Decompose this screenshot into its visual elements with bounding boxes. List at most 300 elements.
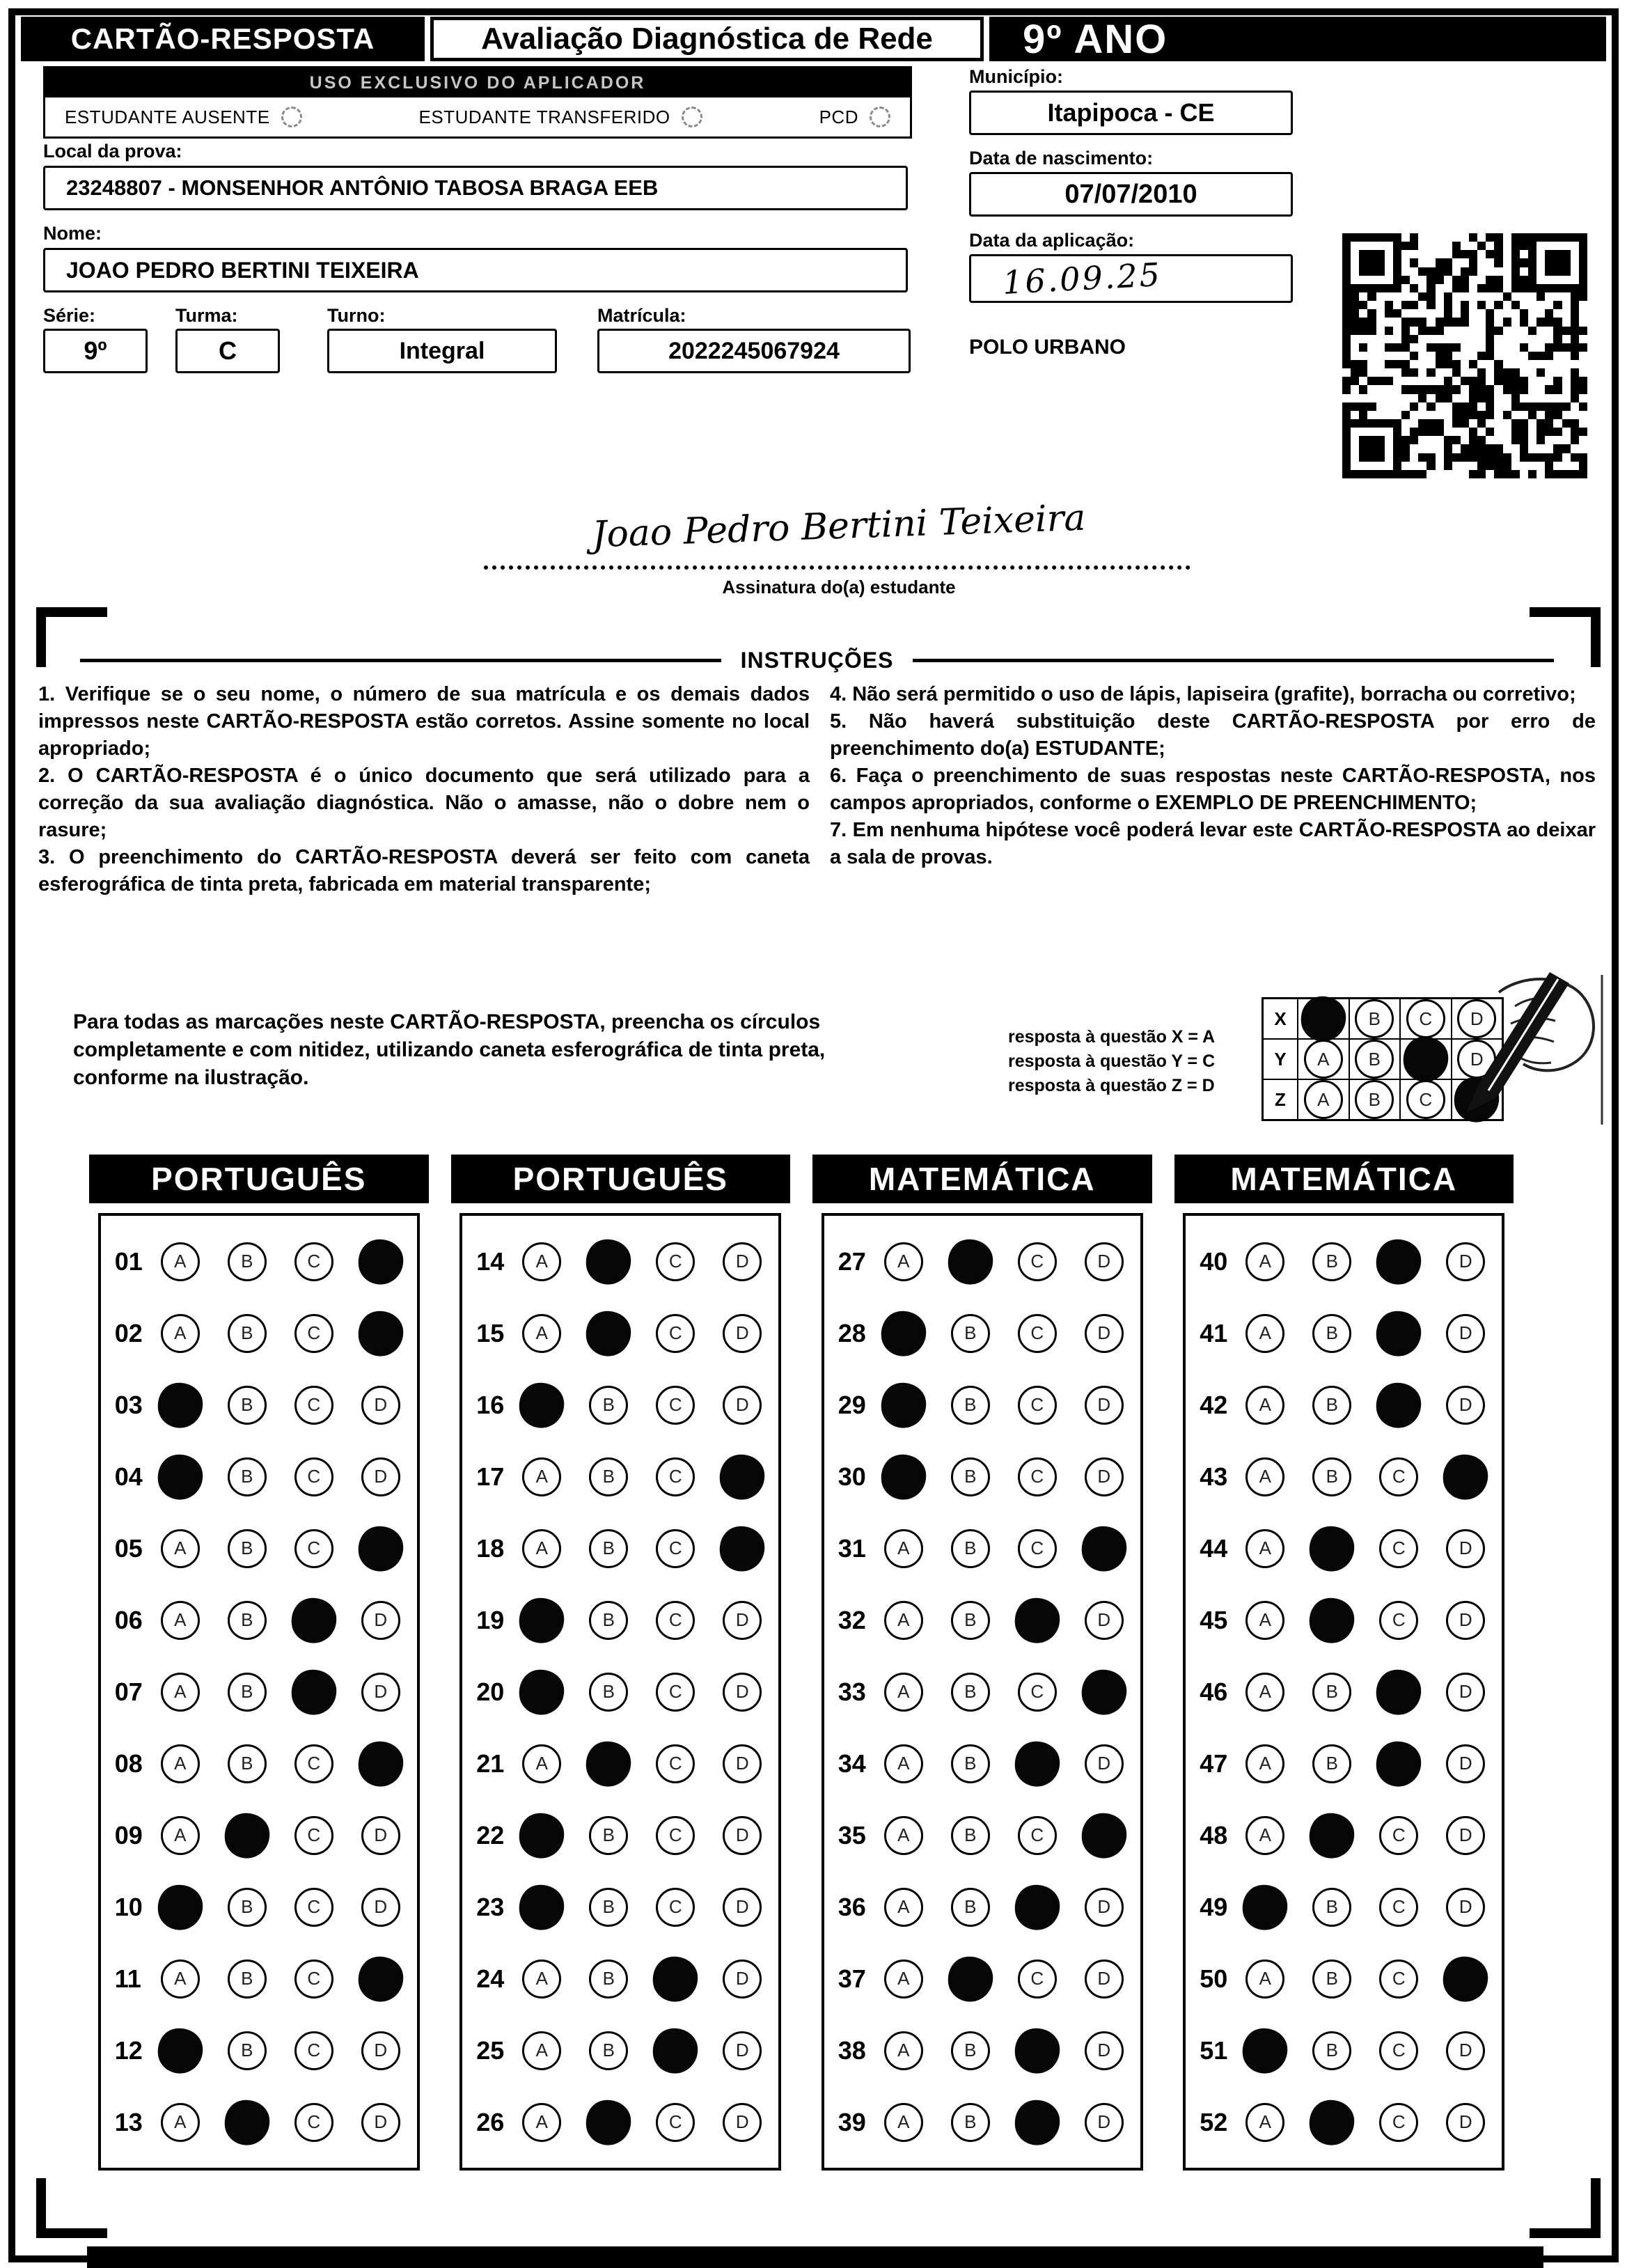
answer-bubble-13-A[interactable]: A xyxy=(161,2103,200,2142)
answer-bubble-14-A[interactable]: A xyxy=(522,1242,561,1281)
instruction-item: 4. Não será permitido o uso de lápis, lapiseira (grafite), borracha ou corretivo; xyxy=(830,683,1576,705)
example-labels xyxy=(1008,1025,1215,1098)
aplicacao-label: Data da aplicação: xyxy=(969,230,1135,251)
answer-bubble-34-A[interactable]: A xyxy=(884,1744,923,1783)
answer-bubble-21-D[interactable]: D xyxy=(723,1744,762,1783)
answer-bubble-18-D[interactable] xyxy=(717,1523,768,1574)
answer-bubble-52-A[interactable]: A xyxy=(1245,2103,1284,2142)
instructions-column-right xyxy=(830,681,1596,871)
question-row xyxy=(115,2015,413,2086)
municipio-label: Município: xyxy=(969,66,1063,87)
answer-bubble-45-A[interactable]: A xyxy=(1245,1601,1284,1640)
answer-bubble-11-A[interactable]: A xyxy=(161,1960,200,1999)
answer-bubble-11-B[interactable]: B xyxy=(228,1960,267,1999)
question-bubbles xyxy=(522,1888,762,1927)
answer-bubble-37-A[interactable]: A xyxy=(884,1960,923,1999)
answer-bubble-04-D[interactable]: D xyxy=(361,1457,400,1496)
turno-value-box xyxy=(327,329,557,373)
answer-bubble-10-C[interactable]: C xyxy=(294,1888,333,1927)
answer-bubble-18-C[interactable]: C xyxy=(656,1529,695,1568)
answer-bubble-16-B[interactable]: B xyxy=(589,1386,628,1425)
instructions-heading xyxy=(80,648,1554,673)
answer-bubble-19-D[interactable]: D xyxy=(723,1601,762,1640)
answer-bubble-30-A[interactable] xyxy=(878,1451,929,1502)
answer-bubble-10-D[interactable]: D xyxy=(361,1888,400,1927)
answer-bubble-38-B[interactable]: B xyxy=(951,2031,990,2070)
answer-bubble-48-C[interactable]: C xyxy=(1379,1816,1418,1855)
answer-bubble-31-D[interactable] xyxy=(1078,1523,1129,1574)
answer-bubble-19-A[interactable] xyxy=(517,1595,567,1645)
answer-bubble-46-C[interactable] xyxy=(1374,1666,1424,1717)
answer-bubble-29-D[interactable]: D xyxy=(1085,1386,1124,1425)
answer-bubble-44-B[interactable] xyxy=(1307,1523,1358,1574)
hand-pencil-illustration xyxy=(1433,968,1607,1132)
question-number: 45 xyxy=(1200,1605,1228,1634)
answer-bubble-04-C[interactable]: C xyxy=(294,1457,333,1496)
answer-bubble-50-A[interactable]: A xyxy=(1245,1960,1284,1999)
question-number: 35 xyxy=(838,1820,866,1849)
answer-bubble-25-B[interactable]: B xyxy=(589,2031,628,2070)
answer-bubble-31-A[interactable]: A xyxy=(884,1529,923,1568)
answer-bubble-39-B[interactable]: B xyxy=(951,2103,990,2142)
student-signature-script: Joao Pedro Bertini Teixeira xyxy=(591,496,1087,556)
answer-bubble-35-B[interactable]: B xyxy=(951,1816,990,1855)
question-bubbles xyxy=(884,1816,1124,1855)
answer-bubble-15-D[interactable]: D xyxy=(723,1314,762,1353)
answer-bubble-17-B[interactable]: B xyxy=(589,1457,628,1496)
answer-bubble-47-D[interactable]: D xyxy=(1446,1744,1485,1783)
answer-bubble-27-A[interactable]: A xyxy=(884,1242,923,1281)
answer-bubble-36-A[interactable]: A xyxy=(884,1888,923,1927)
question-row xyxy=(838,1799,1136,1871)
answer-bubble-07-C[interactable] xyxy=(288,1666,339,1717)
question-number: 44 xyxy=(1200,1533,1228,1563)
answer-bubble-02-D[interactable] xyxy=(355,1308,406,1359)
answer-bubble-48-A[interactable]: A xyxy=(1245,1816,1284,1855)
answer-bubble-03-C[interactable]: C xyxy=(294,1386,333,1425)
card-title: CARTÃO-RESPOSTA xyxy=(21,17,425,61)
applicator-option-circle[interactable] xyxy=(870,107,890,127)
answer-bubble-28-D[interactable]: D xyxy=(1085,1314,1124,1353)
answer-bubble-44-A[interactable]: A xyxy=(1245,1529,1284,1568)
answer-bubble-38-C[interactable] xyxy=(1012,2025,1062,2076)
applicator-option-circle[interactable] xyxy=(682,107,702,127)
question-bubbles xyxy=(522,1314,762,1353)
answer-bubble-30-B[interactable]: B xyxy=(951,1457,990,1496)
answer-bubble-45-B[interactable] xyxy=(1307,1595,1358,1645)
question-number: 24 xyxy=(476,1964,505,1993)
answer-bubble-47-C[interactable] xyxy=(1374,1738,1424,1789)
answer-bubble-05-A[interactable]: A xyxy=(161,1529,200,1568)
question-bubbles xyxy=(161,1888,400,1927)
answer-bubble-04-A[interactable] xyxy=(155,1451,205,1502)
question-number: 05 xyxy=(114,1533,143,1563)
question-row xyxy=(476,1297,774,1369)
answer-bubble-39-A[interactable]: A xyxy=(884,2103,923,2142)
question-row xyxy=(115,1871,413,1943)
answer-bubble-22-A[interactable] xyxy=(517,1810,567,1861)
question-bubbles xyxy=(884,1242,1124,1281)
answer-bubble-29-C[interactable]: C xyxy=(1018,1386,1057,1425)
answer-bubble-26-A[interactable]: A xyxy=(522,2103,561,2142)
answer-bubble-02-A[interactable]: A xyxy=(161,1314,200,1353)
answer-bubble-23-C[interactable]: C xyxy=(656,1888,695,1927)
answer-bubble-24-D[interactable]: D xyxy=(723,1960,762,1999)
answer-bubble-40-A[interactable]: A xyxy=(1245,1242,1284,1281)
answer-bubble-13-D[interactable]: D xyxy=(361,2103,400,2142)
answer-column-1 xyxy=(89,1155,429,2171)
question-bubbles xyxy=(522,2103,762,2142)
answer-bubble-50-D[interactable] xyxy=(1440,1953,1491,2004)
answer-bubble-23-A[interactable] xyxy=(517,1882,567,1932)
answer-bubble-16-C[interactable]: C xyxy=(656,1386,695,1425)
answer-bubble-36-C[interactable] xyxy=(1012,1882,1062,1932)
question-number: 22 xyxy=(476,1820,505,1849)
answer-bubble-47-A[interactable]: A xyxy=(1245,1744,1284,1783)
example-answer-label: resposta à questão Y = C xyxy=(1008,1051,1216,1071)
example-cell xyxy=(1349,999,1400,1038)
answer-bubble-27-D[interactable]: D xyxy=(1085,1242,1124,1281)
question-bubbles xyxy=(161,1673,400,1712)
answer-bubble-39-C[interactable] xyxy=(1012,2097,1062,2148)
answer-bubble-46-D[interactable]: D xyxy=(1446,1673,1485,1712)
answer-bubble-44-D[interactable]: D xyxy=(1446,1529,1485,1568)
answer-bubble-49-C[interactable]: C xyxy=(1379,1888,1418,1927)
question-row xyxy=(1200,1512,1498,1584)
example-cell xyxy=(1349,1080,1400,1119)
question-number: 10 xyxy=(114,1892,143,1921)
example-row-id: Z xyxy=(1275,1088,1286,1110)
answer-bubble-26-D[interactable]: D xyxy=(723,2103,762,2142)
answer-bubble-33-B[interactable]: B xyxy=(951,1673,990,1712)
question-row xyxy=(115,2086,413,2158)
answer-bubble-20-B[interactable]: B xyxy=(589,1673,628,1712)
answer-bubble-07-D[interactable]: D xyxy=(361,1673,400,1712)
example-bubble-Z-B: B xyxy=(1355,1080,1394,1119)
answer-bubble-09-C[interactable]: C xyxy=(294,1816,333,1855)
answer-bubble-06-A[interactable]: A xyxy=(161,1601,200,1640)
answer-bubble-15-A[interactable]: A xyxy=(522,1314,561,1353)
answer-bubble-05-D[interactable] xyxy=(355,1523,406,1574)
answer-bubble-37-D[interactable]: D xyxy=(1085,1960,1124,1999)
question-bubbles xyxy=(161,1816,400,1855)
applicator-section xyxy=(43,66,912,139)
answer-bubble-05-B[interactable]: B xyxy=(228,1529,267,1568)
answer-bubble-03-B[interactable]: B xyxy=(228,1386,267,1425)
answer-bubble-05-C[interactable]: C xyxy=(294,1529,333,1568)
answer-bubble-49-A[interactable] xyxy=(1240,1882,1291,1932)
question-number: 13 xyxy=(114,2107,143,2136)
answer-bubble-42-B[interactable]: B xyxy=(1312,1386,1351,1425)
question-number: 17 xyxy=(476,1462,505,1491)
answer-bubble-11-C[interactable]: C xyxy=(294,1960,333,1999)
answer-bubble-42-D[interactable]: D xyxy=(1446,1386,1485,1425)
example-bubble-Z-A: A xyxy=(1304,1080,1343,1119)
answer-bubble-06-B[interactable]: B xyxy=(228,1601,267,1640)
question-bubbles xyxy=(1245,1386,1485,1425)
answer-bubble-31-C[interactable]: C xyxy=(1018,1529,1057,1568)
question-bubbles xyxy=(161,1457,400,1496)
answer-bubble-44-C[interactable]: C xyxy=(1379,1529,1418,1568)
answer-bubble-21-B[interactable] xyxy=(583,1738,634,1789)
answer-bubble-51-C[interactable]: C xyxy=(1379,2031,1418,2070)
answer-bubble-51-B[interactable]: B xyxy=(1312,2031,1351,2070)
answer-grid xyxy=(1183,1213,1504,2171)
signature-dotted-line[interactable] xyxy=(484,565,1190,570)
applicator-option-label: PCD xyxy=(819,106,858,127)
answer-bubble-41-A[interactable]: A xyxy=(1245,1314,1284,1353)
polo-label: POLO URBANO xyxy=(969,336,1126,359)
answer-bubble-15-C[interactable]: C xyxy=(656,1314,695,1353)
question-row xyxy=(1200,2086,1498,2158)
answer-bubble-32-D[interactable]: D xyxy=(1085,1601,1124,1640)
answer-bubble-29-B[interactable]: B xyxy=(951,1386,990,1425)
answer-bubble-20-D[interactable]: D xyxy=(723,1673,762,1712)
question-row xyxy=(476,2086,774,2158)
answer-bubble-16-D[interactable]: D xyxy=(723,1386,762,1425)
answer-bubble-21-C[interactable]: C xyxy=(656,1744,695,1783)
example-answer-label: resposta à questão Z = D xyxy=(1008,1076,1215,1095)
answer-bubble-17-C[interactable]: C xyxy=(656,1457,695,1496)
answer-bubble-38-A[interactable]: A xyxy=(884,2031,923,2070)
applicator-option-circle[interactable] xyxy=(281,107,302,127)
question-bubbles xyxy=(1245,1601,1485,1640)
question-number: 27 xyxy=(838,1246,866,1276)
answer-bubble-06-C[interactable] xyxy=(288,1595,339,1645)
answer-bubble-36-B[interactable]: B xyxy=(951,1888,990,1927)
answer-bubble-48-D[interactable]: D xyxy=(1446,1816,1485,1855)
answer-bubble-39-D[interactable]: D xyxy=(1085,2103,1124,2142)
answer-bubble-07-B[interactable]: B xyxy=(228,1673,267,1712)
answer-bubble-12-C[interactable]: C xyxy=(294,2031,333,2070)
fill-instruction-note: Para todas as marcações neste CARTÃO-RESPOSTA, preencha os círculos completamente e com nitidez, utilizando caneta esferográfica de tinta preta, conforme na ilustração. xyxy=(73,1010,826,1089)
answer-bubble-23-B[interactable]: B xyxy=(589,1888,628,1927)
answer-bubble-11-D[interactable] xyxy=(355,1953,406,2004)
answer-bubble-28-B[interactable]: B xyxy=(951,1314,990,1353)
answer-bubble-23-D[interactable]: D xyxy=(723,1888,762,1927)
answer-bubble-37-C[interactable]: C xyxy=(1018,1960,1057,1999)
answer-bubble-52-B[interactable] xyxy=(1307,2097,1358,2148)
answer-bubble-13-C[interactable]: C xyxy=(294,2103,333,2142)
answer-bubble-01-C[interactable]: C xyxy=(294,1242,333,1281)
answer-bubble-30-D[interactable]: D xyxy=(1085,1457,1124,1496)
answer-bubble-27-B[interactable] xyxy=(945,1236,996,1287)
answer-bubble-14-C[interactable]: C xyxy=(656,1242,695,1281)
answer-bubble-24-C[interactable] xyxy=(650,1953,701,2004)
answer-bubble-28-C[interactable]: C xyxy=(1018,1314,1057,1353)
answer-bubble-34-C[interactable] xyxy=(1012,1738,1062,1789)
answer-bubble-50-C[interactable]: C xyxy=(1379,1960,1418,1999)
answer-column-title: PORTUGUÊS xyxy=(451,1155,791,1203)
answer-bubble-03-D[interactable]: D xyxy=(361,1386,400,1425)
question-number: 39 xyxy=(838,2107,866,2136)
answer-bubble-40-D[interactable]: D xyxy=(1446,1242,1485,1281)
answer-bubble-48-B[interactable] xyxy=(1307,1810,1358,1861)
answer-bubble-18-B[interactable]: B xyxy=(589,1529,628,1568)
answer-bubble-28-A[interactable] xyxy=(878,1308,929,1359)
answer-bubble-40-C[interactable] xyxy=(1374,1236,1424,1287)
answer-bubble-01-A[interactable]: A xyxy=(161,1242,200,1281)
answer-bubble-12-B[interactable]: B xyxy=(228,2031,267,2070)
answer-bubble-27-C[interactable]: C xyxy=(1018,1242,1057,1281)
answer-bubble-32-A[interactable]: A xyxy=(884,1601,923,1640)
answer-bubble-01-D[interactable] xyxy=(355,1236,406,1287)
question-bubbles xyxy=(161,2103,400,2142)
answer-bubble-21-A[interactable]: A xyxy=(522,1744,561,1783)
answer-bubble-02-B[interactable]: B xyxy=(228,1314,267,1353)
answer-bubble-34-D[interactable]: D xyxy=(1085,1744,1124,1783)
answer-bubble-31-B[interactable]: B xyxy=(951,1529,990,1568)
answer-bubble-36-D[interactable]: D xyxy=(1085,1888,1124,1927)
answer-bubble-52-C[interactable]: C xyxy=(1379,2103,1418,2142)
answer-bubble-12-A[interactable] xyxy=(155,2025,205,2076)
municipio-value-box xyxy=(969,91,1293,135)
answer-bubble-14-B[interactable] xyxy=(583,1236,634,1287)
example-cell xyxy=(1349,1040,1400,1079)
answer-bubble-07-A[interactable]: A xyxy=(161,1673,200,1712)
answer-column-title: MATEMÁTICA xyxy=(812,1155,1152,1203)
answer-bubble-08-B[interactable]: B xyxy=(228,1744,267,1783)
answer-bubble-43-B[interactable]: B xyxy=(1312,1457,1351,1496)
answer-bubble-40-B[interactable]: B xyxy=(1312,1242,1351,1281)
question-number: 51 xyxy=(1200,2035,1228,2065)
answer-bubble-17-A[interactable]: A xyxy=(522,1457,561,1496)
answer-bubble-52-D[interactable]: D xyxy=(1446,2103,1485,2142)
applicator-bar-title: USO EXCLUSIVO DO APLICADOR xyxy=(45,68,910,97)
answer-bubble-26-C[interactable]: C xyxy=(656,2103,695,2142)
answer-bubble-30-C[interactable]: C xyxy=(1018,1457,1057,1496)
nascimento-value: 07/07/2010 xyxy=(1064,179,1197,209)
answer-bubble-08-D[interactable] xyxy=(355,1738,406,1789)
answer-bubble-35-C[interactable]: C xyxy=(1018,1816,1057,1855)
question-number: 36 xyxy=(838,1892,866,1921)
answer-bubble-13-B[interactable] xyxy=(221,2097,272,2148)
question-row xyxy=(1200,1441,1498,1512)
question-bubbles xyxy=(161,1386,400,1425)
answer-bubble-03-A[interactable] xyxy=(155,1379,205,1430)
question-bubbles xyxy=(161,1529,400,1568)
answer-bubble-16-A[interactable] xyxy=(517,1379,567,1430)
answer-bubble-24-B[interactable]: B xyxy=(589,1960,628,1999)
answer-bubble-43-D[interactable] xyxy=(1440,1451,1491,1502)
answer-bubble-41-B[interactable]: B xyxy=(1312,1314,1351,1353)
answer-bubble-41-D[interactable]: D xyxy=(1446,1314,1485,1353)
answer-bubble-51-D[interactable]: D xyxy=(1446,2031,1485,2070)
answer-bubble-33-D[interactable] xyxy=(1078,1666,1129,1717)
answer-bubble-42-C[interactable] xyxy=(1374,1379,1424,1430)
registration-mark-bottom-left xyxy=(36,2178,107,2238)
answer-bubble-08-C[interactable]: C xyxy=(294,1744,333,1783)
question-bubbles xyxy=(1245,1529,1485,1568)
answer-bubble-34-B[interactable]: B xyxy=(951,1744,990,1783)
answer-bubble-41-C[interactable] xyxy=(1374,1308,1424,1359)
turma-label: Turma: xyxy=(175,305,238,326)
answer-bubble-04-B[interactable]: B xyxy=(228,1457,267,1496)
answer-bubble-09-D[interactable]: D xyxy=(361,1816,400,1855)
answer-bubble-12-D[interactable]: D xyxy=(361,2031,400,2070)
answer-bubble-45-D[interactable]: D xyxy=(1446,1601,1485,1640)
question-number: 38 xyxy=(838,2035,866,2065)
question-bubbles xyxy=(1245,1816,1485,1855)
answer-bubble-01-B[interactable]: B xyxy=(228,1242,267,1281)
question-number: 21 xyxy=(476,1749,505,1778)
answer-bubble-50-B[interactable]: B xyxy=(1312,1960,1351,1999)
question-bubbles xyxy=(161,1314,400,1353)
answer-bubble-45-C[interactable]: C xyxy=(1379,1601,1418,1640)
answer-bubble-06-D[interactable]: D xyxy=(361,1601,400,1640)
answer-bubble-15-B[interactable] xyxy=(583,1308,634,1359)
answer-bubble-35-D[interactable] xyxy=(1078,1810,1129,1861)
question-number: 34 xyxy=(838,1749,866,1778)
answer-bubble-19-B[interactable]: B xyxy=(589,1601,628,1640)
answer-bubble-32-B[interactable]: B xyxy=(951,1601,990,1640)
question-number: 26 xyxy=(476,2107,505,2136)
answer-bubble-17-D[interactable] xyxy=(717,1451,768,1502)
answer-bubble-09-A[interactable]: A xyxy=(161,1816,200,1855)
question-row xyxy=(1200,1369,1498,1441)
answer-bubble-19-C[interactable]: C xyxy=(656,1601,695,1640)
answer-bubble-33-C[interactable]: C xyxy=(1018,1673,1057,1712)
answer-bubble-10-B[interactable]: B xyxy=(228,1888,267,1927)
answer-bubble-25-C[interactable] xyxy=(650,2025,701,2076)
answer-bubble-37-B[interactable] xyxy=(945,1953,996,2004)
answer-bubble-10-A[interactable] xyxy=(155,1882,205,1932)
answer-bubble-43-C[interactable]: C xyxy=(1379,1457,1418,1496)
instructions-title: INSTRUÇÕES xyxy=(740,648,894,673)
answer-bubble-42-A[interactable]: A xyxy=(1245,1386,1284,1425)
answer-bubble-24-A[interactable]: A xyxy=(522,1960,561,1999)
example-bubble-Z-C: C xyxy=(1406,1080,1445,1119)
answer-bubble-43-A[interactable]: A xyxy=(1245,1457,1284,1496)
answer-bubble-20-A[interactable] xyxy=(517,1666,567,1717)
answer-bubble-25-D[interactable]: D xyxy=(723,2031,762,2070)
answer-bubble-32-C[interactable] xyxy=(1012,1595,1062,1645)
aplicacao-value-box xyxy=(969,254,1293,303)
answer-bubble-20-C[interactable]: C xyxy=(656,1673,695,1712)
answer-bubble-38-D[interactable]: D xyxy=(1085,2031,1124,2070)
answer-bubble-02-C[interactable]: C xyxy=(294,1314,333,1353)
question-bubbles xyxy=(884,1960,1124,1999)
instruction-item: 7. Em nenhuma hipótese você poderá levar este CARTÃO-RESPOSTA ao deixar a sala de provas. xyxy=(830,819,1596,868)
answer-bubble-22-C[interactable]: C xyxy=(656,1816,695,1855)
answer-bubble-51-A[interactable] xyxy=(1240,2025,1291,2076)
answer-bubble-29-A[interactable] xyxy=(878,1379,929,1430)
answer-bubble-46-A[interactable]: A xyxy=(1245,1673,1284,1712)
question-row xyxy=(476,1369,774,1441)
local-value-box xyxy=(43,166,908,210)
answer-bubble-49-B[interactable]: B xyxy=(1312,1888,1351,1927)
answer-bubble-33-A[interactable]: A xyxy=(884,1673,923,1712)
answer-bubble-26-B[interactable] xyxy=(583,2097,634,2148)
answer-bubble-35-A[interactable]: A xyxy=(884,1816,923,1855)
answer-bubble-46-B[interactable]: B xyxy=(1312,1673,1351,1712)
example-bubble-X-D: D xyxy=(1457,999,1496,1038)
answer-bubble-22-D[interactable]: D xyxy=(723,1816,762,1855)
answer-bubble-22-B[interactable]: B xyxy=(589,1816,628,1855)
answer-bubble-25-A[interactable]: A xyxy=(522,2031,561,2070)
answer-bubble-09-B[interactable] xyxy=(221,1810,272,1861)
answer-bubble-14-D[interactable]: D xyxy=(723,1242,762,1281)
answer-bubble-08-A[interactable]: A xyxy=(161,1744,200,1783)
question-number: 16 xyxy=(476,1390,505,1419)
answer-bubble-18-A[interactable]: A xyxy=(522,1529,561,1568)
question-row xyxy=(1200,1656,1498,1728)
answer-bubble-47-B[interactable]: B xyxy=(1312,1744,1351,1783)
question-bubbles xyxy=(1245,1888,1485,1927)
instructions-column-left xyxy=(38,681,810,898)
question-row xyxy=(476,1584,774,1656)
answer-bubble-49-D[interactable]: D xyxy=(1446,1888,1485,1927)
